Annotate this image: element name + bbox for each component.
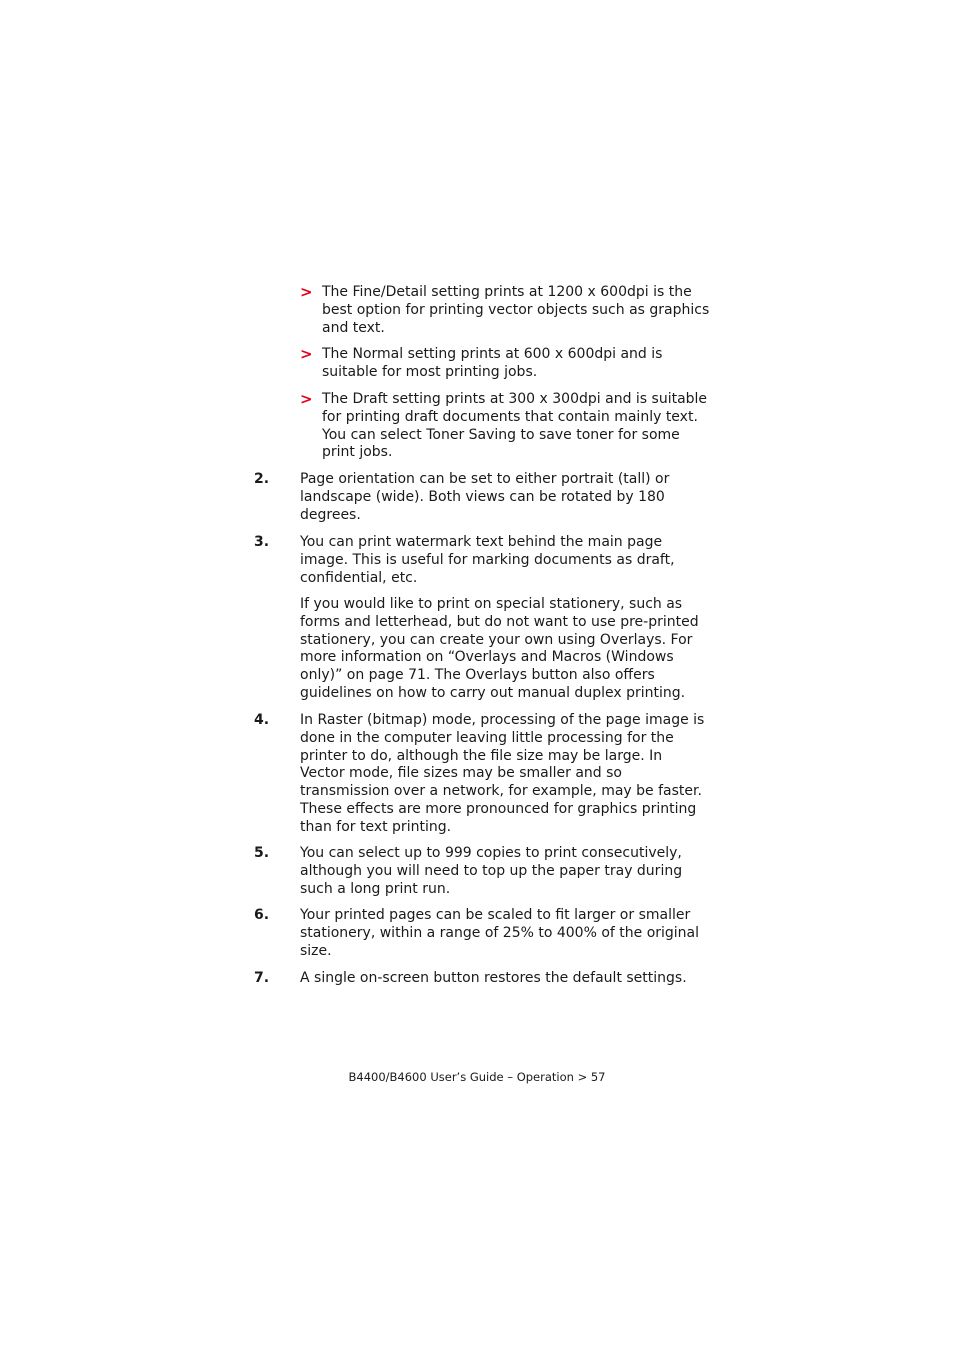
bullet-arrow-icon: > (300, 390, 313, 408)
item-extra-paragraph: If you would like to print on special stationery, such as forms and letterhead, but do not want to use pre-printed stationery, you can create your own using Overlays. For more information on “Overlays and Macros (Windows only)” on page 71. The Overlays button also offers guidelines on how to carry out manual duplex printing. (300, 596, 699, 701)
item-number: 3. (254, 534, 270, 550)
item-number: 6. (254, 907, 270, 923)
item-text: Page orientation can be set to either portrait (tall) or landscape (wide). Both views can be rotated by 180 degrees. (300, 471, 670, 523)
bullet-draft: The Draft setting prints at 300 x 300dpi and is suitable for printing draft documents that contain mainly text. You can select Toner Saving to save toner for some print jobs. (322, 391, 708, 461)
item-text: Your printed pages can be scaled to fit larger or smaller stationery, within a range of 25% to 400% of the original size. (300, 907, 700, 959)
item-number: 5. (254, 845, 270, 861)
item-text: You can print watermark text behind the main page image. This is useful for marking documents as draft, confidential, etc. (300, 534, 675, 586)
item-text: In Raster (bitmap) mode, processing of the page image is done in the computer leaving little processing for the printer to do, although the file size may be large. In Vector mode, file sizes may be smaller and so transmission over a network, for example, may be faster. These effects are more pronounced for graphics printing than for text printing. (300, 712, 705, 835)
bullet-arrow-icon: > (300, 345, 313, 363)
item-text: You can select up to 999 copies to print consecutively, although you will need to top up the paper tray during such a long print run. (300, 845, 683, 897)
bullet-normal: The Normal setting prints at 600 x 600dpi and is suitable for most printing jobs. (322, 346, 663, 380)
bullet-arrow-icon: > (300, 283, 313, 301)
item-text: A single on-screen button restores the default settings. (300, 970, 687, 986)
item-number: 2. (254, 471, 270, 487)
page-footer: B4400/B4600 User’s Guide – Operation > 57 (348, 1070, 606, 1084)
bullet-fine-detail: The Fine/Detail setting prints at 1200 x 600dpi is the best option for printing vector objects such as graphics and text. (322, 284, 710, 336)
item-number: 7. (254, 970, 270, 986)
item-number: 4. (254, 712, 270, 728)
